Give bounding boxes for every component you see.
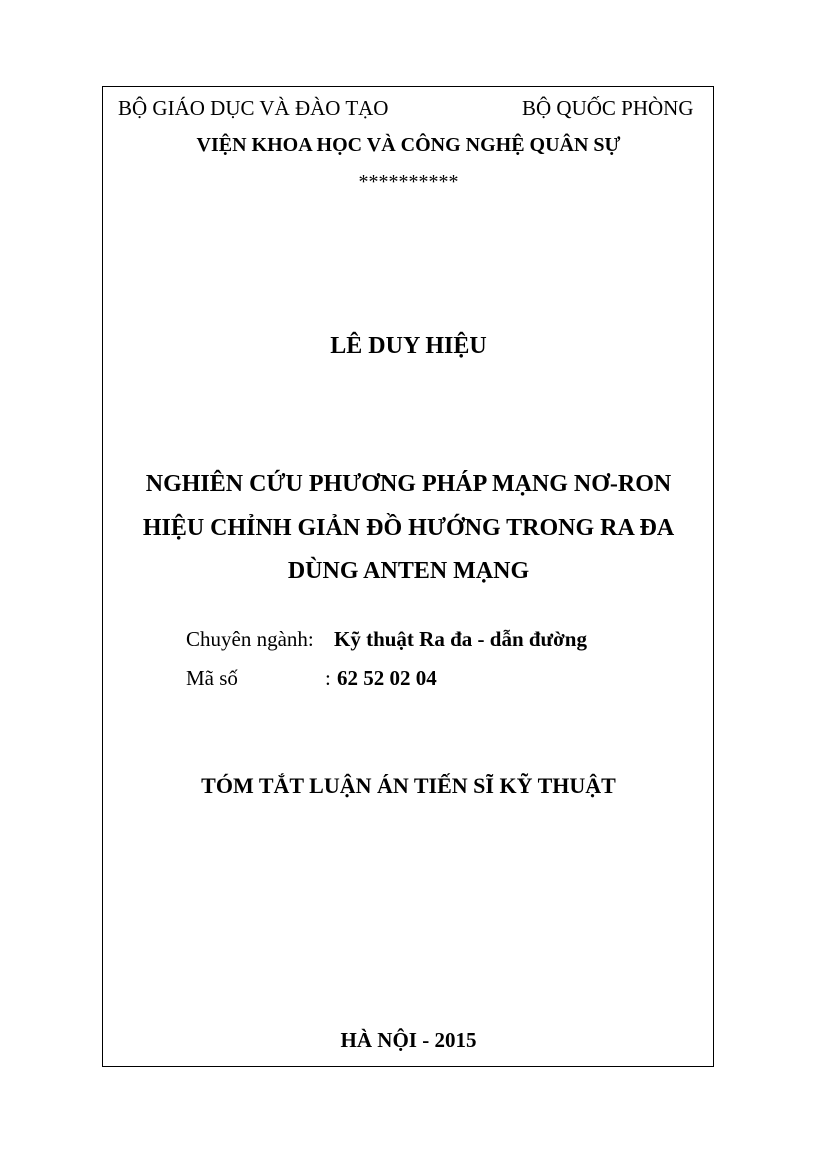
thesis-title-line-3: DÙNG ANTEN MẠNG bbox=[287, 558, 530, 584]
place-and-year: HÀ NỘI - 2015 bbox=[340, 1028, 477, 1052]
specialty-value: Kỹ thuật Ra đa - dẫn đường bbox=[334, 627, 587, 651]
thesis-title-line-2: HIỆU CHỈNH GIẢN ĐỒ HƯỚNG TRONG RA ĐA bbox=[142, 515, 675, 541]
header-separator: ********** bbox=[358, 171, 459, 193]
code-value: 62 52 02 04 bbox=[337, 666, 437, 690]
ministry-of-education-label: BỘ GIÁO DỤC VÀ ĐÀO TẠO bbox=[118, 96, 389, 120]
code-separator: : bbox=[325, 666, 331, 690]
document-type: TÓM TẮT LUẬN ÁN TIẾN SĨ KỸ THUẬT bbox=[201, 773, 616, 798]
code-label: Mã số bbox=[186, 666, 238, 690]
thesis-title-line-1: NGHIÊN CỨU PHƯƠNG PHÁP MẠNG NƠ-RON bbox=[145, 471, 672, 497]
author-name: LÊ DUY HIỆU bbox=[330, 333, 487, 359]
institute-name: VIỆN KHOA HỌC VÀ CÔNG NGHỆ QUÂN SỰ bbox=[196, 134, 621, 156]
specialty-label: Chuyên ngành: bbox=[186, 627, 314, 651]
ministry-of-defense-label: BỘ QUỐC PHÒNG bbox=[522, 96, 694, 120]
